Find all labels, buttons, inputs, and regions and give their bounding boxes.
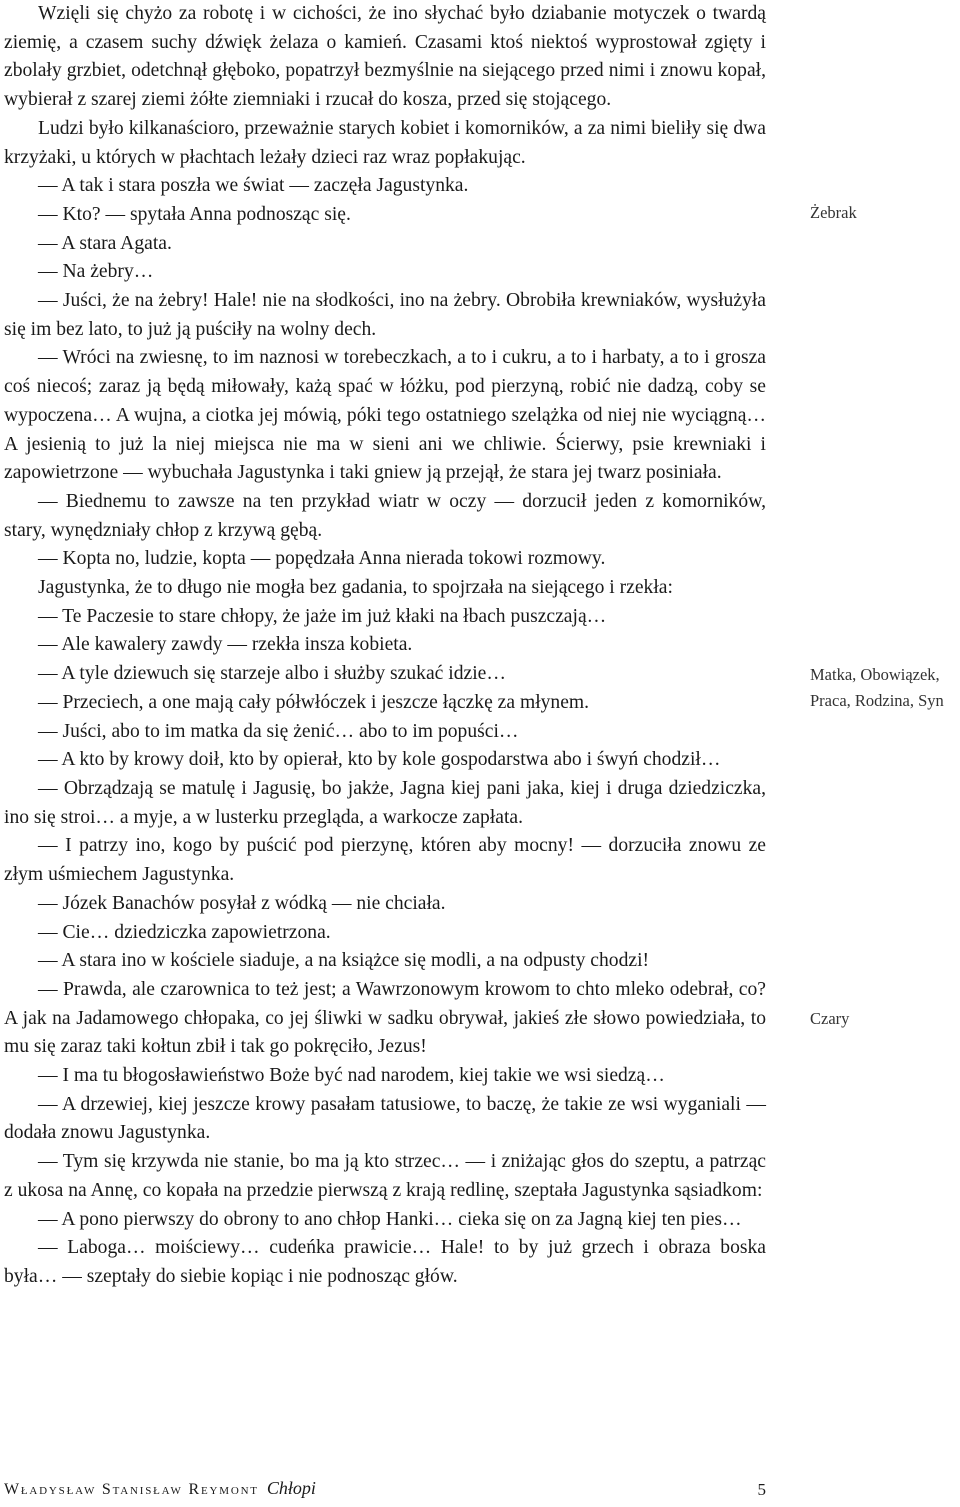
paragraph: — A stara Agata. <box>38 232 172 254</box>
paragraph: — Cie… dziedziczka zapowietrzona. <box>38 921 331 943</box>
page-footer <box>4 1478 766 1504</box>
paragraph: — A kto by krowy doił, kto by opierał, kto by kole gospodarstwa abo i śwyń chodził… <box>38 749 721 771</box>
paragraph: — Tym się krzywda nie stanie, bo ma ją kto strzec… — i zniżając głos do szeptu, a patrząc z ukosa na Annę, co kopała na przedzie pierwszą z krają redlinę, szeptała Jagustynka sąsiadkom: <box>4 1151 766 1201</box>
margin-note-zebrak: Żebrak <box>810 203 857 222</box>
paragraph: Jagustynka, że to długo nie mogła bez gadania, to spojrzała na siejącego i rzekła: <box>38 577 673 599</box>
paragraph: — Ale kawalery zawdy — rzekła insza kobieta. <box>38 634 413 656</box>
margin-note-matka: Matka, Obowiązek, Praca, Rodzina, Syn <box>810 665 944 710</box>
paragraph: — A drzewiej, kiej jeszcze krowy pasałam tatusiowe, to baczę, że takie ze wsi wyganiali — dodała znowu Jagustynka. <box>4 1093 766 1144</box>
paragraph: Wzięli się chyżo za robotę i w cichości, że ino słychać było dziabanie motyczek o twardą ziemię, a czasem suchy dźwięk żelaza o kamień. Czasami ktoś niektoś wyprostował zgięty i zbolały grzbiet, odetchnął głęboko, popatrzył bezmyślnie na siejącego przed nimi i znowu kopał, wybierał z szarej ziemi żółte ziemniaki i rzucał do kosza, przed się stojącego. <box>4 3 766 111</box>
margin-note-czary: Czary <box>810 1009 850 1028</box>
paragraph: — Juści, że na żebry! Hale! nie na słodkości, ino na żebry. Obrobiła krewniaków, wysłużyła się im bez lato, to już ją puściły na wolny dech. <box>4 290 766 340</box>
paragraph: Ludzi było kilkanaścioro, przeważnie starych kobiet i komorników, a za nimi bieliły się dwa krzyżaki, u których w płachtach leżały dzieci raz wraz popłakując. <box>4 117 766 168</box>
page-number: 5 <box>757 1480 766 1499</box>
footer-book-title: Chłopi <box>266 1478 316 1498</box>
paragraph: — A tyle dziewuch się starzeje albo i służby szukać idzie… <box>38 663 506 685</box>
paragraph: — Na żebry… <box>38 261 154 283</box>
paragraph: — Kto? — spytała Anna podnosząc się. <box>38 203 351 225</box>
paragraph: — Prawda, ale czarownica to też jest; a Wawrzonowym krowom to chto mleko odebrał, co? A jak na Jadamowego chłopaka, co jej śliwki w sadku obrywał, jakieś złe słowo powiedziała, to mu się zaraz taki kołtun zbił i tak go pokręciło, Jezus! <box>4 978 766 1058</box>
paragraph: — Juści, abo to im matka da się żenić… abo to im popuści… <box>38 720 519 742</box>
paragraph: — Laboga… moiściewy… cudeńka prawicie… Hale! to by już grzech i obraza boska była… — szeptały do siebie kopiąc i nie podnosząc głów. <box>4 1237 766 1287</box>
paragraph: — Biednemu to zawsze na ten przykład wiatr w oczy — dorzucił jeden z komorników, stary, wynędzniały chłop z krzywą gębą. <box>4 490 766 541</box>
paragraph: — I patrzy ino, kogo by puścić pod pierzynę, któren aby mocny! — dorzuciła znowu ze złym uśmiechem Jagustynka. <box>4 835 766 886</box>
main-text <box>4 0 766 1292</box>
paragraph: — A pono pierwszy do obrony to ano chłop Hanki… cieka się on za Jagną kiej ten pies… <box>38 1208 742 1230</box>
paragraph: — Józek Banachów posyłał z wódką — nie chciała. <box>38 892 446 914</box>
paragraph: — A tak i stara poszła we świat — zaczęła Jagustynka. <box>38 175 469 197</box>
paragraph: — Te Paczesie to stare chłopy, że jażе im już kłaki na łbach puszczają… <box>38 605 607 627</box>
paragraph: — Przeciech, a one mają cały półwłóczek i jeszcze łączkę za młynem. <box>38 691 590 713</box>
paragraph: — Wróci na zwiesnę, to im naznosi w torebeczkach, a to i cukru, a to i harbaty, a to i grosza coś niecoś; zaraz ją będą miłowały, każą spać w łóżku, pod pierzyną, robić nie dadzą, coby se wypoczena… A wujna, a ciotka jej mówią, póki tego ostatniego szelążka od niej nie wyciągną… A jesienią to już la niej miejsca nie ma w sieni ani we chliwie. Ścierwy, psie krewniaki i zapowietrzone — wybuchała Jagustynka i taki gniew ją przejął, że stara jej twarz posiniała. <box>4 347 766 484</box>
footer-author: Władysław Stanisław Reymont <box>4 1481 259 1498</box>
paragraph: — A stara ino w kościele siaduje, a na książce się modli, a na odpusty chodzi! <box>38 950 650 972</box>
paragraph: — Kopta no, ludzie, kopta — popędzała Anna nierada tokowi rozmowy. <box>38 548 606 570</box>
paragraph: — Obrządzają se matulę i Jagusię, bo jakże, Jagna kiej pani jaka, kiej i druga dziedziczka, ino się stroi… a myje, a w lusterku przegląda, a warkocze zapłata. <box>4 777 766 828</box>
paragraph: — I ma tu błogosławieństwo Boże być nad narodem, kiej takie we wsi siedzą… <box>38 1065 665 1087</box>
